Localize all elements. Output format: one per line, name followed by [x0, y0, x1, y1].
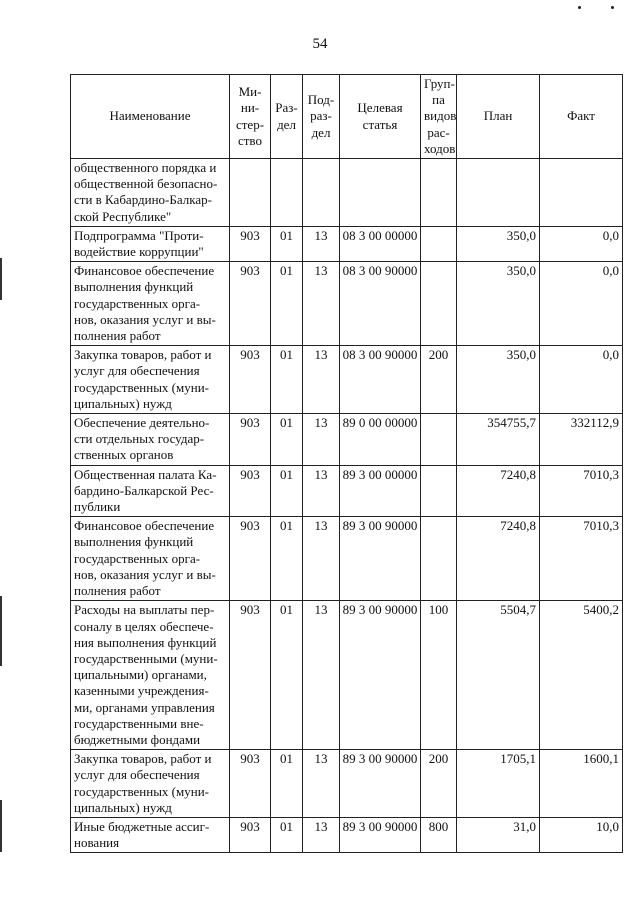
- cell-fact: [540, 159, 623, 227]
- cell-fact: 5400,2: [540, 601, 623, 750]
- cell-ministry: 903: [230, 346, 271, 414]
- scan-edge-line: [0, 258, 2, 300]
- cell-name: Финансовое обеспечение выполнения функций государственных орга- нов, оказания услуг и вы- полнения работ: [71, 517, 230, 601]
- cell-ministry: 903: [230, 226, 271, 261]
- cell-section: 01: [271, 465, 303, 517]
- cell-target-article: 89 3 00 90000: [340, 750, 421, 818]
- cell-fact: 0,0: [540, 346, 623, 414]
- table-header-row: [71, 75, 623, 159]
- cell-ministry: 903: [230, 601, 271, 750]
- cell-name: Иные бюджетные ассиг- нования: [71, 817, 230, 852]
- cell-plan: 350,0: [457, 226, 540, 261]
- scan-dot-mark: [611, 6, 614, 9]
- cell-expense-group: [421, 517, 457, 601]
- cell-fact: 7010,3: [540, 517, 623, 601]
- cell-plan: 31,0: [457, 817, 540, 852]
- cell-target-article: 08 3 00 90000: [340, 346, 421, 414]
- cell-ministry: 903: [230, 414, 271, 466]
- cell-subsection: 13: [303, 601, 340, 750]
- cell-plan: 5504,7: [457, 601, 540, 750]
- cell-section: 01: [271, 750, 303, 818]
- cell-subsection: 13: [303, 517, 340, 601]
- header-expense-group: Груп- па видов рас- ходов: [421, 75, 457, 159]
- cell-name: Подпрограмма "Проти- водействие коррупции": [71, 226, 230, 261]
- cell-name: Обеспечение деятельно- сти отдельных государ- ственных органов: [71, 414, 230, 466]
- cell-target-article: 89 3 00 90000: [340, 517, 421, 601]
- cell-name: Закупка товаров, работ и услуг для обеспечения государственных (муни- ципальных) нужд: [71, 750, 230, 818]
- header-fact: Факт: [540, 75, 623, 159]
- table-row: [71, 346, 623, 414]
- scan-dot-mark: [578, 6, 581, 9]
- cell-subsection: 13: [303, 262, 340, 346]
- cell-section: 01: [271, 817, 303, 852]
- cell-expense-group: [421, 159, 457, 227]
- cell-subsection: 13: [303, 817, 340, 852]
- cell-ministry: 903: [230, 517, 271, 601]
- cell-plan: 354755,7: [457, 414, 540, 466]
- cell-fact: 10,0: [540, 817, 623, 852]
- cell-subsection: 13: [303, 414, 340, 466]
- table-row: [71, 750, 623, 818]
- cell-name: Финансовое обеспечение выполнения функций государственных орга- нов, оказания услуг и вы- полнения работ: [71, 262, 230, 346]
- cell-expense-group: 100: [421, 601, 457, 750]
- cell-target-article: 89 3 00 90000: [340, 817, 421, 852]
- cell-subsection: 13: [303, 465, 340, 517]
- cell-plan: 350,0: [457, 262, 540, 346]
- cell-name: Общественная палата Ка- бардино-Балкарской Рес- публики: [71, 465, 230, 517]
- scan-edge-line: [0, 596, 2, 666]
- table-row: [71, 517, 623, 601]
- cell-expense-group: [421, 262, 457, 346]
- header-ministry: Ми- ни- стер- ство: [230, 75, 271, 159]
- cell-subsection: [303, 159, 340, 227]
- cell-expense-group: [421, 226, 457, 261]
- table-row: [71, 159, 623, 227]
- cell-target-article: 89 3 00 00000: [340, 465, 421, 517]
- table-row: [71, 262, 623, 346]
- cell-section: 01: [271, 414, 303, 466]
- cell-expense-group: 800: [421, 817, 457, 852]
- cell-target-article: 89 0 00 00000: [340, 414, 421, 466]
- cell-plan: 7240,8: [457, 465, 540, 517]
- table-body: [71, 159, 623, 853]
- cell-fact: 7010,3: [540, 465, 623, 517]
- cell-plan: [457, 159, 540, 227]
- table-row: [71, 817, 623, 852]
- cell-target-article: 89 3 00 90000: [340, 601, 421, 750]
- table-row: [71, 414, 623, 466]
- cell-expense-group: [421, 465, 457, 517]
- cell-name: Закупка товаров, работ и услуг для обеспечения государственных (муни- ципальных) нужд: [71, 346, 230, 414]
- cell-target-article: 08 3 00 90000: [340, 262, 421, 346]
- cell-target-article: 08 3 00 00000: [340, 226, 421, 261]
- cell-subsection: 13: [303, 226, 340, 261]
- scan-edge-line: [0, 800, 2, 852]
- table-row: [71, 465, 623, 517]
- cell-section: 01: [271, 517, 303, 601]
- header-target: Целевая статья: [340, 75, 421, 159]
- cell-plan: 7240,8: [457, 517, 540, 601]
- cell-section: 01: [271, 262, 303, 346]
- cell-name: Расходы на выплаты пер- соналу в целях обеспече- ния выполнения функций государственными (муни- ципальными) органами, казенными учреждения- ми, органами управления государственными вне- бюджетными фондами: [71, 601, 230, 750]
- cell-expense-group: [421, 414, 457, 466]
- budget-table: [70, 74, 623, 853]
- cell-section: 01: [271, 346, 303, 414]
- cell-expense-group: 200: [421, 346, 457, 414]
- cell-ministry: 903: [230, 262, 271, 346]
- header-plan: План: [457, 75, 540, 159]
- cell-plan: 1705,1: [457, 750, 540, 818]
- cell-section: 01: [271, 601, 303, 750]
- header-name: Наименование: [71, 75, 230, 159]
- page-number: 54: [312, 36, 328, 52]
- cell-target-article: [340, 159, 421, 227]
- cell-name: общественного порядка и общественной безопасно- сти в Кабардино-Балкар- ской Республике": [71, 159, 230, 227]
- cell-subsection: 13: [303, 750, 340, 818]
- cell-fact: 1600,1: [540, 750, 623, 818]
- cell-fact: 0,0: [540, 226, 623, 261]
- cell-expense-group: 200: [421, 750, 457, 818]
- cell-ministry: 903: [230, 465, 271, 517]
- cell-section: 01: [271, 226, 303, 261]
- cell-ministry: 903: [230, 750, 271, 818]
- cell-section: [271, 159, 303, 227]
- cell-subsection: 13: [303, 346, 340, 414]
- table-row: [71, 601, 623, 750]
- header-subsection: Под- раз- дел: [303, 75, 340, 159]
- header-section: Раз- дел: [271, 75, 303, 159]
- cell-ministry: 903: [230, 817, 271, 852]
- cell-fact: 332112,9: [540, 414, 623, 466]
- cell-fact: 0,0: [540, 262, 623, 346]
- cell-plan: 350,0: [457, 346, 540, 414]
- table-row: [71, 226, 623, 261]
- cell-ministry: [230, 159, 271, 227]
